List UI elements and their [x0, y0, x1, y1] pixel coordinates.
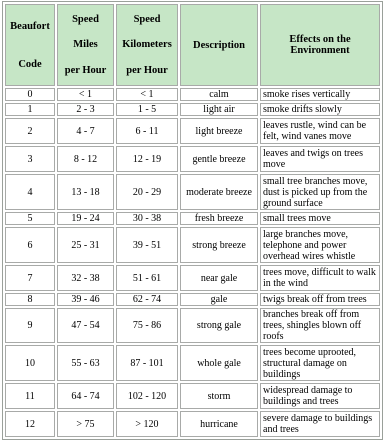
header-effects: [260, 4, 380, 86]
cell-speed-mph: 32 - 38: [57, 265, 114, 291]
table-header-row: [5, 4, 380, 86]
cell-speed-mph: 2 - 3: [57, 103, 114, 116]
cell-code: 9: [5, 308, 55, 343]
cell-effects: branches break off from trees, shingles blown off roofs: [260, 308, 380, 343]
cell-code: 8: [5, 293, 55, 306]
cell-effects: trees move, difficult to walk in the wind: [260, 265, 380, 291]
cell-description: storm: [180, 383, 258, 409]
cell-code: 11: [5, 383, 55, 409]
table-row: [5, 411, 380, 437]
cell-effects: leaves and twigs on trees move: [260, 146, 380, 172]
header-kmh-line2: Kilometers: [122, 39, 172, 51]
cell-speed-mph: 13 - 18: [57, 174, 114, 210]
cell-speed-mph: > 75: [57, 411, 114, 437]
beaufort-table-container: [2, 1, 383, 440]
header-code-line1: Beaufort: [10, 20, 50, 32]
cell-description: calm: [180, 88, 258, 101]
header-speed-mph: [57, 4, 114, 86]
table-row: [5, 227, 380, 263]
cell-code: 2: [5, 118, 55, 144]
cell-code: 1: [5, 103, 55, 116]
beaufort-scale-table: [2, 1, 383, 440]
header-effects-label: Effects on the Environment: [289, 34, 351, 56]
table-row: [5, 265, 380, 291]
cell-speed-kmh: 87 - 101: [116, 345, 178, 381]
cell-speed-mph: 19 - 24: [57, 212, 114, 225]
table-row: [5, 146, 380, 172]
cell-description: hurricane: [180, 411, 258, 437]
cell-effects: small trees move: [260, 212, 380, 225]
cell-description: light breeze: [180, 118, 258, 144]
header-code-line2: Code: [18, 58, 42, 70]
header-kmh-line3: per Hour: [126, 64, 168, 76]
cell-code: 10: [5, 345, 55, 381]
cell-code: 0: [5, 88, 55, 101]
cell-description: whole gale: [180, 345, 258, 381]
cell-speed-kmh: 1 - 5: [116, 103, 178, 116]
header-mph-line2: Miles: [73, 39, 98, 51]
header-mph-line1: Speed: [72, 14, 99, 26]
cell-speed-kmh: 20 - 29: [116, 174, 178, 210]
cell-speed-kmh: 6 - 11: [116, 118, 178, 144]
cell-code: 3: [5, 146, 55, 172]
cell-effects: smoke drifts slowly: [260, 103, 380, 116]
header-beaufort-code: [5, 4, 55, 86]
cell-code: 12: [5, 411, 55, 437]
cell-effects: smoke rises vertically: [260, 88, 380, 101]
cell-speed-kmh: 30 - 38: [116, 212, 178, 225]
cell-speed-kmh: 12 - 19: [116, 146, 178, 172]
cell-speed-kmh: 51 - 61: [116, 265, 178, 291]
cell-speed-kmh: 39 - 51: [116, 227, 178, 263]
cell-description: gentle breeze: [180, 146, 258, 172]
cell-effects: leaves rustle, wind can be felt, wind vanes move: [260, 118, 380, 144]
cell-description: fresh breeze: [180, 212, 258, 225]
table-row: [5, 345, 380, 381]
table-row: [5, 383, 380, 409]
cell-description: near gale: [180, 265, 258, 291]
cell-effects: severe damage to buildings and trees: [260, 411, 380, 437]
cell-description: strong gale: [180, 308, 258, 343]
table-row: [5, 88, 380, 101]
table-row: [5, 212, 380, 225]
header-speed-kmh: [116, 4, 178, 86]
header-description: [180, 4, 258, 86]
cell-description: light air: [180, 103, 258, 116]
cell-effects: trees become uprooted, structural damage on buildings: [260, 345, 380, 381]
cell-effects: twigs break off from trees: [260, 293, 380, 306]
cell-speed-mph: 4 - 7: [57, 118, 114, 144]
cell-speed-mph: 55 - 63: [57, 345, 114, 381]
cell-effects: widespread damage to buildings and trees: [260, 383, 380, 409]
cell-description: moderate breeze: [180, 174, 258, 210]
cell-code: 7: [5, 265, 55, 291]
cell-speed-mph: 47 - 54: [57, 308, 114, 343]
cell-speed-kmh: < 1: [116, 88, 178, 101]
cell-effects: large branches move, telephone and power overhead wires whistle: [260, 227, 380, 263]
cell-speed-kmh: 102 - 120: [116, 383, 178, 409]
table-row: [5, 293, 380, 306]
cell-speed-kmh: 75 - 86: [116, 308, 178, 343]
cell-effects: small tree branches move, dust is picked up from the ground surface: [260, 174, 380, 210]
table-row: [5, 103, 380, 116]
cell-speed-mph: < 1: [57, 88, 114, 101]
cell-speed-kmh: > 120: [116, 411, 178, 437]
header-mph-line3: per Hour: [64, 64, 107, 76]
cell-code: 5: [5, 212, 55, 225]
cell-speed-mph: 39 - 46: [57, 293, 114, 306]
cell-description: strong breeze: [180, 227, 258, 263]
header-description-label: Description: [193, 39, 245, 51]
cell-speed-mph: 64 - 74: [57, 383, 114, 409]
cell-speed-mph: 25 - 31: [57, 227, 114, 263]
table-row: [5, 118, 380, 144]
cell-speed-kmh: 62 - 74: [116, 293, 178, 306]
cell-code: 4: [5, 174, 55, 210]
header-kmh-line1: Speed: [133, 14, 161, 26]
cell-speed-mph: 8 - 12: [57, 146, 114, 172]
cell-description: gale: [180, 293, 258, 306]
table-row: [5, 174, 380, 210]
table-row: [5, 308, 380, 343]
cell-code: 6: [5, 227, 55, 263]
table-body: [5, 88, 380, 437]
